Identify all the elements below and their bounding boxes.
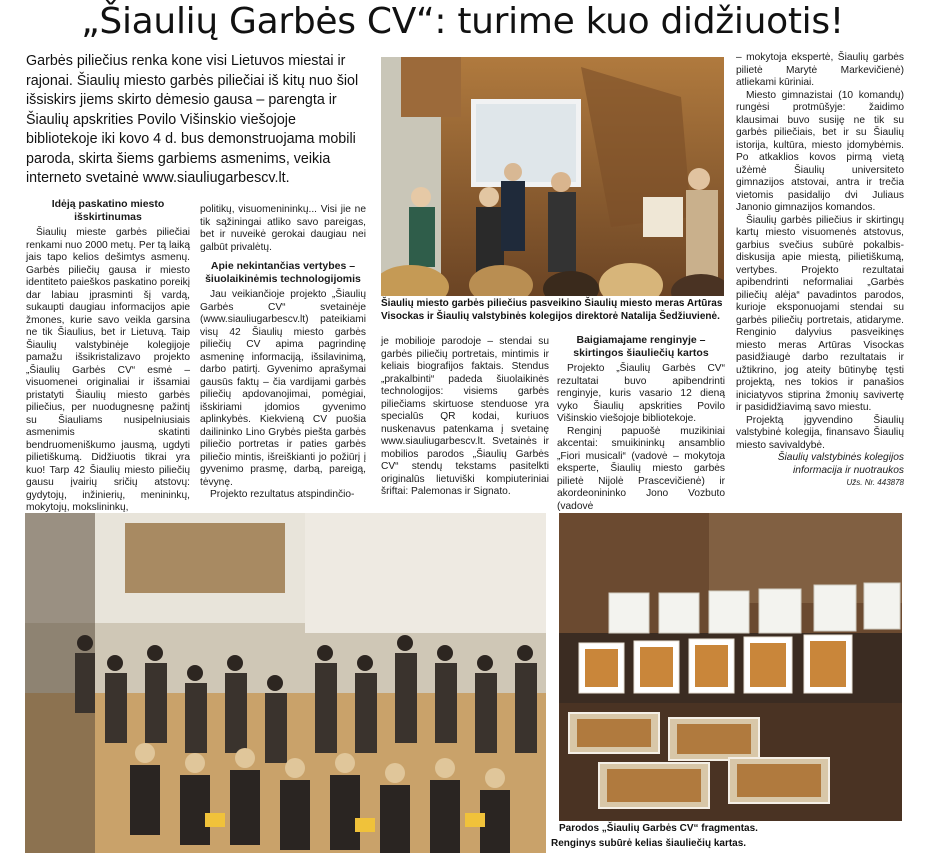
column-1	[26, 198, 190, 515]
column-2	[200, 204, 366, 502]
audience-photo-caption: Renginys subūrė kelias šiauliečių kartas.	[551, 838, 747, 849]
subhead-final-event: Baigiamajame renginyje – skirtingos šiauliečių kartos	[573, 334, 709, 359]
col5-text-3: Šiaulių garbės piliečius ir skirtingų kartų miesto visuomenės atstovus, garbius svečius subūrė pokalbis-diskusija apie miestą, pilietiškumą, vertybes. Projekto rezultatai apibendrinti neformaliai „Garbės piliečių alėja“ pavadintos parodos, kurioje eksponuojami stendai su garbės piliečių portretais, atidaryme. Renginio dalyvius pasveikinęs miesto meras Artūras Visockas pasidžiaugė darbo rezultatais ir užtikrino, jog ateity būtinybę tęsti projektą, nes tokios ir panašios iniciatyvos stiprina žmonių savivertę ir pasididžiavimą savo miestu.	[736, 214, 904, 413]
subhead-values: Apie nekintančias vertybes – šiuolaikinėmis technologijomis	[205, 260, 361, 285]
col4-text-2: Renginį papuošė muzikiniai akcentai: smuikininkų ansamblio „Fiori musicali“ (vadovė – mokytoja eksperte, Šiaulių miesto garbės pilietė Nijolė Prascevičienė) ir akordeonininko Jono Vozbuto (vadovė	[557, 425, 725, 512]
col2-text-1: politikų, visuomenininkų... Visi jie ne tik sąžiningai atliko savo pareigas, bet ir nuveikė gerokai daugiau nei galbūt privalėtų.	[200, 204, 366, 253]
audience-photo	[25, 513, 546, 853]
ceremony-photo-caption: Šiaulių miesto garbės piliečius pasveikino Šiaulių miesto meras Artūras Visockas ir Šiaulių valstybinės kolegijos direktorė Natalija Šedžiuvienė.	[381, 298, 723, 322]
headline: „Šiaulių Garbės CV“: turime kuo didžiuotis!	[81, 1, 844, 42]
col2-text-2: Jau veikiančioje projekto „Šiaulių Garbės CV“ svetainėje (www.siauliugarbescv.lt) pateikiami visų 42 Šiaulių miesto garbės piliečių CV apima pagrindinę asmeninę informaciją, išsilavinimą, darbo patirtį. Gyvenimo aprašymai gausūs faktų – čia vardijami garbės piliečių apdovanojimai, pomėgiai, išskiriami įdomios gyvenimo aplinkybės. Kiekvieną CV puošia dailininko Lino Grybės piešta garbės piliečio portretas ir paties garbės piliečio mintis, išreiškianti jo požiūrį į gyvenimo prasmę, darbą, pareigą, tėvynę.	[200, 289, 366, 488]
subhead-idea: Idėją paskatino miesto išskirtinumas	[51, 198, 165, 223]
col5-text-1: – mokytoja ekspertė, Šiaulių garbės pilietė Marytė Markevičienė) atliekami kūriniai.	[736, 52, 904, 88]
col2-text-3: Projekto rezultatus atspindinčio-	[210, 489, 355, 500]
lead-paragraph: Garbės piliečius renka kone visi Lietuvos miestai ir rajonai. Šiaulių miesto garbės piliečiai iš kitų nuo šiol išsiskirs jiems skirto dėmesio gausa – parengta ir Šiaulių apskrities Povilo Višinskio viešojoje bibliotekoje iki kovo 4 d. bus demonstruojama mobili paroda, skirta šiems garbiems asmenims, veikia interneto svetainė www.siauliugarbescv.lt.	[26, 53, 359, 186]
col5-text-2: Miesto gimnazistai (10 komandų) rungėsi protmūšyje: žaidimo klausimai buvo susiję ne tik su garbės piliečiais, bet ir su Šiaulių istorija, kultūra, miesto įdomybėmis. Po atkaklios kovos pirmą vietą užėmė Šiaulių universiteto gimnazijos atstovai, antra ir trečia vietomis pasidalijo dvi Juliaus Janonio gimnazijos komandos.	[736, 89, 904, 213]
col5-text-4: Projektą įgyvendino Šiaulių valstybinė kolegija, finansavo Šiaulių miesto savivaldybė.	[736, 414, 904, 451]
exhibition-photo	[559, 513, 902, 821]
col1-text: Šiaulių mieste garbės piliečiai renkami nuo 2000 metų. Per tą laiką jais tapo kelios dešimtys asmenų. Garbės piliečių gausa ir miesto identiteto paieškos paskatino poreikį dar labiau įprasminti šį vardą, sukaupti daugiau informacijos apie žmones, kurie savo veikla garsina ne tik Šiaulius, bet ir Lietuvą. Taip Šiaulių valstybinėje kolegijoje pamažu išsikristalizavo projekto „Šiaulių Garbės CV“ esmė – visuomenei originaliai ir išsamiai pristatyti Šiaulių miesto garbės piliečius, per nuodugnesnę pažintį su Šiauliams nusipelniusiais asmenimis skatinti bendruomeniškumo jausmą, ugdyti pilietiškumą. Didžiuotis tikrai yra kuo! Tarp 42 Šiaulių miesto piliečių gausu įvairių sričių atstovų: gydytojų, inžinierių, menininkų, mokytojų, mokslininkų,	[26, 227, 190, 513]
credit-line: Šiaulių valstybinės kolegijos informacija ir nuotraukos	[777, 452, 904, 476]
order-number: Užs. Nr. 443878	[846, 478, 904, 487]
ceremony-photo	[381, 57, 724, 296]
column-5	[736, 52, 904, 490]
column-4	[557, 334, 725, 513]
col3-text: je mobilioje parodoje – stendai su garbės piliečių portretais, mintimis ir keliais biografijos faktais. Stendus „prakalbinti“ padeda šiuolaikinės technologijos: visiems garbės piliečiams skirtuose stenduose yra specialūs QR kodai, kuriuos nuskenavus patenkama į svetainę www.siauliugarbescv.lt. Svetainės ir mobilios parodos „Šiaulių Garbės CV“ stendų tekstams pasitelkti originalūs lietuviški kompiuteriniai šriftai: Palemonas ir Signato.	[381, 336, 549, 497]
col4-text: Projekto „Šiaulių Garbės CV“ rezultatai buvo apibendrinti renginyje, kuris vasario 12 dieną vyko Šiaulių apskrities Povilo Višinskio viešojoje bibliotekoje.	[557, 363, 725, 424]
exhibition-photo-caption: Parodos „Šiaulių Garbės CV“ fragmentas.	[559, 823, 758, 834]
column-3	[381, 336, 549, 499]
